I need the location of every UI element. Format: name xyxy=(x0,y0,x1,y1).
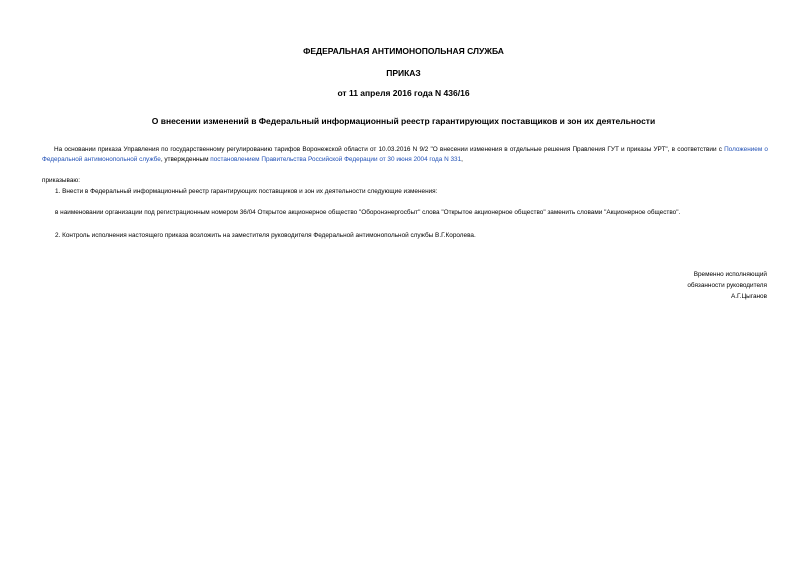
intro-text-3: , xyxy=(461,156,463,163)
order-word: приказываю: xyxy=(42,177,80,184)
agency-name: ФЕДЕРАЛЬНАЯ АНТИМОНОПОЛЬНАЯ СЛУЖБА xyxy=(303,46,504,56)
intro-text-1: На основании приказа Управления по государственному регулированию тарифов Воронежской области от 10.03.2016 N 9/2 "О внесении изменения в отдельные решения Правления ГУТ и приказы УРТ", в соответствии с xyxy=(54,146,725,153)
order-item-2: 2. Контроль исполнения настоящего приказа возложить на заместителя руководителя Федеральной антимонопольной службы В.Г.Королева. xyxy=(55,232,476,239)
document-type: ПРИКАЗ xyxy=(386,68,421,78)
signature-position-line-2: обязанности руководителя xyxy=(687,282,767,289)
order-item-1: 1. Внести в Федеральный информационный реестр гарантирующих поставщиков и зон их деятельности следующие изменения: xyxy=(55,188,438,195)
intro-paragraph xyxy=(42,145,768,165)
document-title: О внесении изменений в Федеральный информационный реестр гарантирующих поставщиков и зон их деятельности xyxy=(151,116,656,126)
government-decree-link[interactable]: постановлением Правительства Российской Федерации от 30 июня 2004 года N 331 xyxy=(210,156,462,163)
order-item-1-detail: в наименовании организации под регистрационным номером 36/04 Открытое акционерное общество "Оборонэнергосбыт" слова "Открытое акционерное общество" заменить словами "Акционерное общество". xyxy=(55,209,681,216)
signature-position-line-1: Временно исполняющий xyxy=(693,271,767,278)
intro-text-2: , утвержденным xyxy=(160,156,211,163)
signature-name: А.Г.Цыганов xyxy=(730,293,767,300)
signature-block xyxy=(687,269,767,302)
document-date-number: от 11 апреля 2016 года N 436/16 xyxy=(337,88,470,98)
regulation-link[interactable]: Положением о Федеральной антимонопольной службе xyxy=(42,146,768,163)
